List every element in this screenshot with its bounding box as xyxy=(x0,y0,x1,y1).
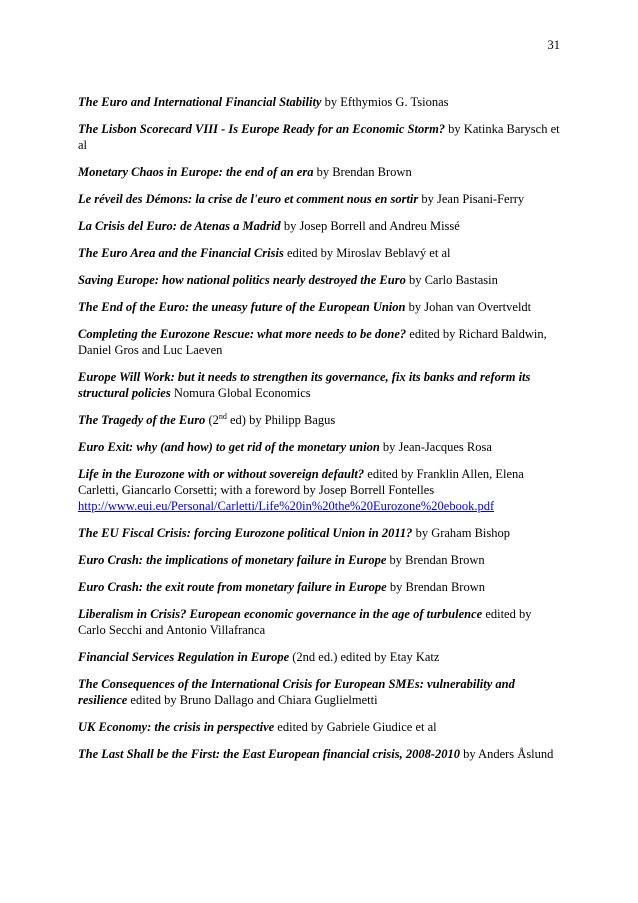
book-details: by Josep Borrell and Andreu Missé xyxy=(280,219,460,233)
book-title: Saving Europe: how national politics nearly destroyed the Euro xyxy=(78,273,406,287)
book-title: The Lisbon Scorecard VIII - Is Europe Ready for an Economic Storm? xyxy=(78,122,446,136)
book-details: edited by Bruno Dallago and Chiara Guglielmetti xyxy=(127,693,378,707)
bibliography-entry xyxy=(78,272,562,288)
book-details: edited by Miroslav Beblavý et al xyxy=(283,246,451,260)
book-details: by Graham Bishop xyxy=(412,526,510,540)
ebook-link[interactable]: http://www.eui.eu/Personal/Carletti/Life%20in%20the%20Eurozone%20ebook.pdf xyxy=(78,499,495,513)
book-title: The Last Shall be the First: the East European financial crisis, 2008-2010 xyxy=(78,747,460,761)
bibliography-entry xyxy=(78,746,562,762)
book-title: Monetary Chaos in Europe: the end of an era xyxy=(78,165,314,179)
bibliography-entry xyxy=(78,164,562,180)
book-title: Life in the Eurozone with or without sovereign default? xyxy=(78,467,365,481)
book-details: (2nd ed.) edited by Etay Katz xyxy=(289,650,440,664)
book-details: by Efthymios G. Tsionas xyxy=(321,95,449,109)
book-details: by Jean-Jacques Rosa xyxy=(379,440,492,454)
book-title: The Tragedy of the Euro xyxy=(78,413,206,427)
book-details: Nomura Global Economics xyxy=(170,386,311,400)
bibliography-entry xyxy=(78,245,562,261)
bibliography-entry xyxy=(78,412,562,428)
book-title: UK Economy: the crisis in perspective xyxy=(78,720,275,734)
book-title: The Euro and International Financial Stability xyxy=(78,95,322,109)
bibliography-entry xyxy=(78,299,562,315)
book-title: The Euro Area and the Financial Crisis xyxy=(78,246,284,260)
book-details: (2 xyxy=(205,413,219,427)
book-title: Euro Crash: the exit route from monetary failure in Europe xyxy=(78,580,387,594)
book-details: by Jean Pisani-Ferry xyxy=(418,192,525,206)
book-title: The Consequences of the International Crisis for European SMEs: vulnerability and resilience xyxy=(78,677,515,707)
book-details: by Johan van Overtveldt xyxy=(405,300,532,314)
book-details: ed) by Philipp Bagus xyxy=(226,413,336,427)
edition-superscript: nd xyxy=(218,411,227,421)
book-details: by Brendan Brown xyxy=(386,553,485,567)
book-details: by Brendan Brown xyxy=(313,165,412,179)
bibliography-list xyxy=(78,94,562,773)
book-details: edited by Carlo Secchi and Antonio Villafranca xyxy=(78,607,532,637)
book-details: edited by Gabriele Giudice et al xyxy=(274,720,437,734)
bibliography-entry xyxy=(78,369,562,401)
book-title: The EU Fiscal Crisis: forcing Eurozone political Union in 2011? xyxy=(78,526,413,540)
bibliography-entry xyxy=(78,94,562,110)
bibliography-entry xyxy=(78,439,562,455)
bibliography-entry xyxy=(78,606,562,638)
book-title: Le réveil des Démons: la crise de l'euro et comment nous en sortir xyxy=(78,192,419,206)
bibliography-entry xyxy=(78,676,562,708)
bibliography-entry xyxy=(78,719,562,735)
bibliography-entry xyxy=(78,466,562,514)
book-details: by Anders Åslund xyxy=(460,747,554,761)
bibliography-entry xyxy=(78,326,562,358)
bibliography-entry xyxy=(78,121,562,153)
book-title: Europe Will Work: but it needs to strengthen its governance, fix its banks and reform its structural policies xyxy=(78,370,531,400)
bibliography-entry xyxy=(78,218,562,234)
book-details: by Brendan Brown xyxy=(386,580,485,594)
book-details: by Katinka Barysch et al xyxy=(78,122,560,152)
book-title: Liberalism in Crisis? European economic governance in the age of turbulence xyxy=(78,607,483,621)
bibliography-entry xyxy=(78,191,562,207)
book-title: La Crisis del Euro: de Atenas a Madrid xyxy=(78,219,281,233)
bibliography-entry xyxy=(78,552,562,568)
book-title: Euro Exit: why (and how) to get rid of the monetary union xyxy=(78,440,380,454)
book-details: edited by Richard Baldwin, Daniel Gros and Luc Laeven xyxy=(78,327,547,357)
bibliography-entry xyxy=(78,579,562,595)
bibliography-entry xyxy=(78,525,562,541)
bibliography-entry xyxy=(78,649,562,665)
book-details: edited by Franklin Allen, Elena Carletti, Giancarlo Corsetti; with a foreword by Josep Borrell Fontelles xyxy=(78,467,524,497)
page-number: 31 xyxy=(547,38,560,52)
book-title: The End of the Euro: the uneasy future of the European Union xyxy=(78,300,406,314)
book-title: Euro Crash: the implications of monetary failure in Europe xyxy=(78,553,387,567)
book-title: Completing the Eurozone Rescue: what more needs to be done? xyxy=(78,327,407,341)
book-details: by Carlo Bastasin xyxy=(405,273,498,287)
book-title: Financial Services Regulation in Europe xyxy=(78,650,290,664)
